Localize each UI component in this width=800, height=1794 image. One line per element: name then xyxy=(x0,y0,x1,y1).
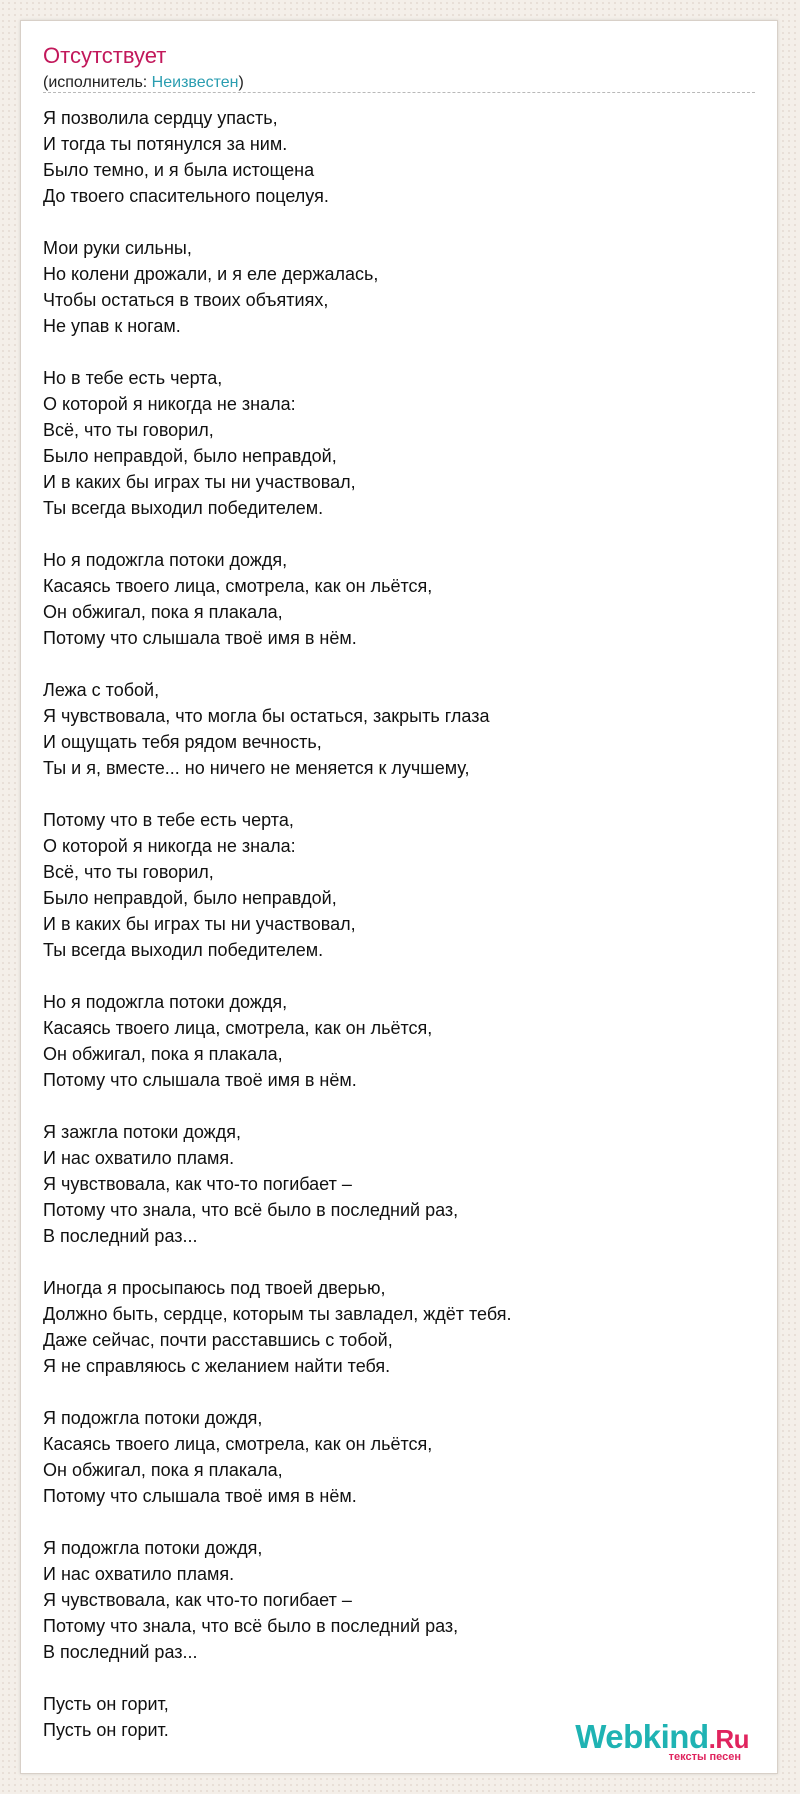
lyric-line: Ты и я, вместе... но ничего не меняется к лучшему, xyxy=(43,758,470,778)
lyric-line: Ты всегда выходил победителем. xyxy=(43,498,324,518)
artist-link[interactable]: Неизвестен xyxy=(151,74,239,91)
lyric-line: Но я подожгла потоки дождя, xyxy=(43,992,288,1012)
stanza xyxy=(43,1405,743,1509)
lyric-line: Касаясь твоего лица, смотрела, как он льётся, xyxy=(43,576,433,596)
lyric-line: Он обжигал, пока я плакала, xyxy=(43,602,283,622)
lyric-line: Всё, что ты говорил, xyxy=(43,420,214,440)
logo-tld: .Ru xyxy=(708,1724,749,1754)
stanza-gap xyxy=(43,339,743,365)
lyric-line: Ты всегда выходил победителем. xyxy=(43,940,324,960)
artist-line xyxy=(43,73,244,92)
logo-tagline: тексты песен xyxy=(668,1751,741,1763)
lyric-line: Касаясь твоего лица, смотрела, как он льётся, xyxy=(43,1434,433,1454)
lyric-line: Лежа с тобой, xyxy=(43,680,160,700)
lyric-line: Потому что в тебе есть черта, xyxy=(43,810,294,830)
lyric-line: Я зажгла потоки дождя, xyxy=(43,1122,241,1142)
stanza-gap xyxy=(43,1093,743,1119)
stanza-gap xyxy=(43,963,743,989)
stanza xyxy=(43,547,743,651)
stanza xyxy=(43,1275,743,1379)
site-logo[interactable] xyxy=(575,1720,749,1763)
lyric-line: Даже сейчас, почти расставшись с тобой, xyxy=(43,1330,393,1350)
stanza xyxy=(43,807,743,963)
stanza-gap xyxy=(43,1379,743,1405)
stanza-gap xyxy=(43,651,743,677)
lyric-line: До твоего спасительного поцелуя. xyxy=(43,186,329,206)
lyric-line: О которой я никогда не знала: xyxy=(43,836,296,856)
lyric-line: Касаясь твоего лица, смотрела, как он льётся, xyxy=(43,1018,433,1038)
lyric-line: Было неправдой, было неправдой, xyxy=(43,888,337,908)
stanza xyxy=(43,235,743,339)
lyric-line: Я не справляюсь с желанием найти тебя. xyxy=(43,1356,391,1376)
lyric-line: Иногда я просыпаюсь под твоей дверью, xyxy=(43,1278,386,1298)
lyric-line: И в каких бы играх ты ни участвовал, xyxy=(43,472,356,492)
lyric-line: Потому что слышала твоё имя в нём. xyxy=(43,1070,357,1090)
lyric-line: Пусть он горит. xyxy=(43,1720,169,1740)
lyric-line: Всё, что ты говорил, xyxy=(43,862,214,882)
lyric-line: Но в тебе есть черта, xyxy=(43,368,223,388)
stanza-gap xyxy=(43,1665,743,1691)
lyric-line: Было темно, и я была истощена xyxy=(43,160,315,180)
lyric-line: Не упав к ногам. xyxy=(43,316,181,336)
logo-name: Webkind xyxy=(575,1718,709,1755)
stanza xyxy=(43,1535,743,1665)
lyric-line: Потому что слышала твоё имя в нём. xyxy=(43,1486,357,1506)
stanza-gap xyxy=(43,209,743,235)
lyric-line: И нас охватило пламя. xyxy=(43,1148,235,1168)
stanza xyxy=(43,105,743,209)
lyric-line: Потому что знала, что всё было в последний раз, xyxy=(43,1200,459,1220)
lyric-line: Чтобы остаться в твоих объятиях, xyxy=(43,290,329,310)
lyric-line: Я позволила сердцу упасть, xyxy=(43,108,278,128)
lyric-line: Было неправдой, было неправдой, xyxy=(43,446,337,466)
lyrics-text xyxy=(43,105,743,1743)
lyric-line: Я чувствовала, что могла бы остаться, закрыть глаза xyxy=(43,706,490,726)
header-divider xyxy=(43,92,755,93)
lyric-line: Я подожгла потоки дождя, xyxy=(43,1538,263,1558)
stanza xyxy=(43,677,743,781)
lyric-line: О которой я никогда не знала: xyxy=(43,394,296,414)
lyric-line: Пусть он горит, xyxy=(43,1694,169,1714)
lyric-line: Мои руки сильны, xyxy=(43,238,192,258)
artist-suffix: ) xyxy=(238,74,244,91)
artist-prefix: (исполнитель: xyxy=(43,74,152,91)
lyric-line: Он обжигал, пока я плакала, xyxy=(43,1460,283,1480)
lyric-line: Я подожгла потоки дождя, xyxy=(43,1408,263,1428)
stanza-gap xyxy=(43,1509,743,1535)
lyric-line: Я чувствовала, как что-то погибает – xyxy=(43,1174,352,1194)
lyric-line: В последний раз... xyxy=(43,1226,198,1246)
stanza xyxy=(43,989,743,1093)
lyrics-card xyxy=(20,20,778,1774)
lyric-line: В последний раз... xyxy=(43,1642,198,1662)
lyric-line: Потому что знала, что всё было в последний раз, xyxy=(43,1616,459,1636)
stanza-gap xyxy=(43,781,743,807)
lyric-line: Он обжигал, пока я плакала, xyxy=(43,1044,283,1064)
lyric-line: И в каких бы играх ты ни участвовал, xyxy=(43,914,356,934)
lyric-line: Должно быть, сердце, которым ты завладел, ждёт тебя. xyxy=(43,1304,512,1324)
song-title: Отсутствует xyxy=(43,43,167,68)
lyric-line: Но я подожгла потоки дождя, xyxy=(43,550,288,570)
lyric-line: И тогда ты потянулся за ним. xyxy=(43,134,288,154)
stanza-gap xyxy=(43,521,743,547)
lyric-line: Я чувствовала, как что-то погибает – xyxy=(43,1590,352,1610)
lyric-line: Но колени дрожали, и я еле держалась, xyxy=(43,264,379,284)
lyric-line: Потому что слышала твоё имя в нём. xyxy=(43,628,357,648)
stanza xyxy=(43,365,743,521)
lyric-line: И ощущать тебя рядом вечность, xyxy=(43,732,322,752)
stanza-gap xyxy=(43,1249,743,1275)
lyric-line: И нас охватило пламя. xyxy=(43,1564,235,1584)
stanza xyxy=(43,1119,743,1249)
